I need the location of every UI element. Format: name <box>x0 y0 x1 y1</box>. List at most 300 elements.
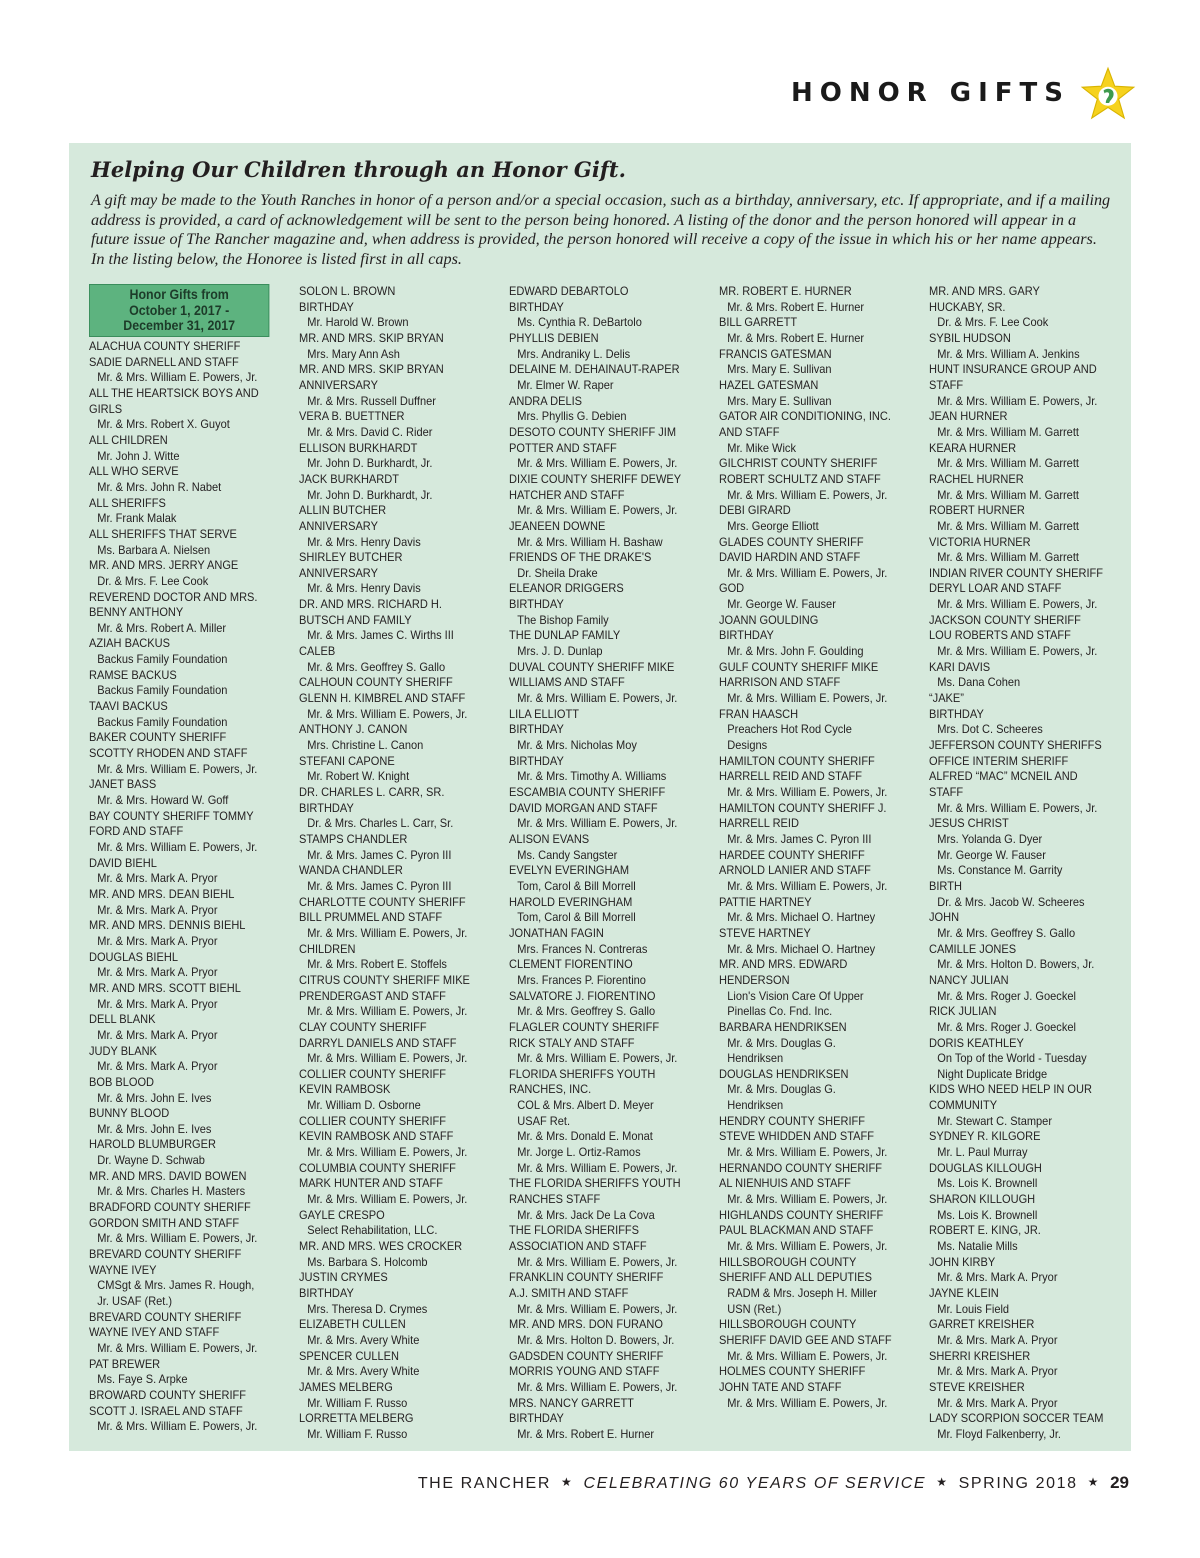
honoree-name: DELAINE M. DEHAINAUT-RAPER <box>509 362 680 377</box>
donor-name: Ms. Natalie Mills <box>937 1239 1018 1254</box>
donor-name: Mrs. Frances P. Fiorentino <box>517 972 646 987</box>
donor-name: Mr. & Mrs. William E. Powers, Jr. <box>937 644 1098 659</box>
honoree-name: A.J. SMITH AND STAFF <box>509 1286 629 1300</box>
honoree-name: DOUGLAS BIEHL <box>89 949 178 964</box>
honoree-name: BREVARD COUNTY SHERIFF <box>89 1247 242 1262</box>
listing-column-1 <box>89 284 273 1435</box>
honoree-name: ANNIVERSARY <box>299 565 378 580</box>
honoree-name: COLLIER COUNTY SHERIFF <box>299 1113 447 1128</box>
donor-name: Mr. & Mrs. Geoffrey S. Gallo <box>307 659 446 674</box>
honoree-name: SYDNEY R. KILGORE <box>929 1129 1041 1144</box>
donor-name: Tom, Carol & Bill Morrell <box>517 878 636 893</box>
honoree-name: GLENN H. KIMBREL AND STAFF <box>299 691 466 706</box>
honoree-name: BIRTHDAY <box>299 1286 354 1300</box>
honoree-name: SHARON KILLOUGH <box>929 1192 1036 1207</box>
honoree-name: COMMUNITY <box>929 1098 998 1113</box>
honoree-name: BILL PRUMMEL AND STAFF <box>299 910 443 925</box>
honoree-name: HIGHLANDS COUNTY SHERIFF <box>719 1207 884 1222</box>
donor-name: Mrs. Frances N. Contreras <box>517 941 648 956</box>
honoree-name: DAVID MORGAN AND STAFF <box>509 800 658 815</box>
honoree-name: SALVATORE J. FIORENTINO <box>509 988 656 1003</box>
honoree-name: MRS. NANCY GARRETT <box>509 1395 634 1410</box>
honoree-name: ALL SHERIFFS THAT SERVE <box>89 526 237 541</box>
honoree-name: WAYNE IVEY <box>89 1262 157 1277</box>
honoree-name: FLAGLER COUNTY SHERIFF <box>509 1019 660 1034</box>
honoree-name: ANTHONY J. CANON <box>299 722 408 737</box>
honoree-name: HERNANDO COUNTY SHERIFF <box>719 1160 882 1175</box>
star-separator-icon: ★ <box>936 1475 949 1489</box>
honoree-name: MR. AND MRS. DAVID BOWEN <box>89 1168 247 1183</box>
honoree-name: ALL WHO SERVE <box>89 464 179 479</box>
honoree-name: ROBERT HURNER <box>929 503 1025 518</box>
donor-name: Mr. & Mrs. James C. Pyron III <box>307 878 452 893</box>
donor-name: Mr. & Mrs. Robert E. Stoffels <box>307 957 447 972</box>
honoree-name: BIRTHDAY <box>299 299 354 314</box>
honoree-name: KEVIN RAMBOSK <box>299 1082 391 1097</box>
intro-heading: Helping Our Children through an Honor Gift. <box>91 157 626 182</box>
honoree-name: AL NIENHUIS AND STAFF <box>719 1176 851 1191</box>
honoree-name: STEFANI CAPONE <box>299 753 395 768</box>
honoree-name: RANCHES, INC. <box>509 1082 592 1097</box>
donor-name: Ms. Barbara A. Nielsen <box>97 542 211 557</box>
honoree-name: COLUMBIA COUNTY SHERIFF <box>299 1160 456 1175</box>
donor-name: Mrs. Christine L. Canon <box>307 738 424 753</box>
honoree-name: SHIRLEY BUTCHER <box>299 550 403 565</box>
donor-name: USAF Ret. <box>517 1113 571 1128</box>
donor-name: Mr. Frank Malak <box>97 511 177 526</box>
donor-name: Pinellas Co. Fnd. Inc. <box>727 1004 833 1019</box>
honoree-name: AZIAH BACKUS <box>89 636 170 651</box>
donor-name: Hendriksen <box>727 1098 784 1113</box>
honoree-name: RICK JULIAN <box>929 1004 997 1019</box>
donor-name: Mr. John J. Witte <box>97 448 180 463</box>
donor-name: Mr. & Mrs. James C. Wirths III <box>307 628 454 643</box>
donor-name: Mr. & Mrs. Michael O. Hartney <box>727 941 876 956</box>
honoree-name: RICK STALY AND STAFF <box>509 1035 635 1050</box>
honoree-name: ELEANOR DRIGGERS <box>509 581 624 596</box>
honoree-name: GARRET KREISHER <box>929 1317 1035 1332</box>
donor-name: Mr. & Mrs. William E. Powers, Jr. <box>727 487 888 502</box>
donor-name: Mr. & Mrs. William E. Powers, Jr. <box>517 456 678 471</box>
donor-name: Mr. & Mrs. William H. Bashaw <box>517 534 663 549</box>
donor-name: Mr. & Mrs. William E. Powers, Jr. <box>517 1160 678 1175</box>
honoree-name: SCOTTY RHODEN AND STAFF <box>89 746 248 761</box>
donor-name: Mrs. Phyllis G. Debien <box>517 409 627 424</box>
honoree-name: EDWARD DEBARTOLO <box>509 284 629 298</box>
donor-name: The Bishop Family <box>517 612 609 627</box>
intro-text: A gift may be made to the Youth Ranches in honor of a person and/or a special occasion, such as a birthday, anniversary, etc. If appropriate, and if a mailing address is provided, a card of acknowledgement will be sent to the person being honored. A listing of the donor and the person honored will appear in a future issue of The Rancher magazine and, when address is provided, the person honored will receive a copy of the issue in which his or her name appears. In the listing below, the Honoree is listed first in all caps. <box>91 191 1111 268</box>
donor-name: Mr. & Mrs. Henry Davis <box>307 534 421 549</box>
donor-name: Mrs. George Elliott <box>727 518 819 533</box>
donor-name: On Top of the World - Tuesday <box>937 1051 1087 1066</box>
page-footer <box>418 1473 1129 1493</box>
donor-name: Mr. & Mrs. Mark A. Pryor <box>937 1364 1058 1379</box>
honoree-name: FRIENDS OF THE DRAKE'S <box>509 550 652 565</box>
honoree-name: BIRTHDAY <box>299 800 354 815</box>
honoree-name: ARNOLD LANIER AND STAFF <box>719 863 871 878</box>
honoree-name: JEAN HURNER <box>929 409 1008 424</box>
date-range-box <box>89 284 269 337</box>
honoree-name: HAZEL GATESMAN <box>719 377 819 392</box>
date-box-line: October 1, 2017 - <box>129 302 230 318</box>
honoree-name: BREVARD COUNTY SHERIFF <box>89 1309 242 1324</box>
donor-name: Mr. Stewart C. Stamper <box>937 1113 1053 1128</box>
honoree-name: MR. ROBERT E. HURNER <box>719 284 852 298</box>
honoree-name: JESUS CHRIST <box>929 816 1009 831</box>
donor-name: Ms. Cynthia R. DeBartolo <box>517 315 642 330</box>
honoree-name: RANCHES STAFF <box>509 1192 601 1207</box>
donor-name: Mr. George W. Fauser <box>937 847 1046 862</box>
honoree-name: BOB BLOOD <box>89 1074 155 1089</box>
honoree-name: CLEMENT FIORENTINO <box>509 957 633 972</box>
honoree-name: DAVID BIEHL <box>89 855 157 870</box>
honoree-name: FORD AND STAFF <box>89 824 184 839</box>
donor-name: Mr. & Mrs. Timothy A. Williams <box>517 769 667 784</box>
donor-name: Mr. Louis Field <box>937 1301 1010 1316</box>
donor-name: Mr. Robert W. Knight <box>307 769 410 784</box>
honoree-name: BENNY ANTHONY <box>89 605 184 620</box>
honoree-name: HARRELL REID <box>719 816 799 831</box>
honoree-name: JANET BASS <box>89 777 157 792</box>
honoree-name: ALL THE HEARTSICK BOYS AND <box>89 385 259 400</box>
donor-name: Mr. & Mrs. Mark A. Pryor <box>97 1027 218 1042</box>
honoree-name: RAMSE BACKUS <box>89 667 177 682</box>
honoree-name: ANNIVERSARY <box>299 518 378 533</box>
donor-name: Mr. John D. Burkhardt, Jr. <box>307 487 433 502</box>
honoree-name: DELL BLANK <box>89 1012 156 1027</box>
honoree-name: ESCAMBIA COUNTY SHERIFF <box>509 785 666 799</box>
donor-name: Mr. & Mrs. William E. Powers, Jr. <box>727 691 888 706</box>
donor-name: Mr. & Mrs. Donald E. Monat <box>517 1129 653 1144</box>
donor-name: Mr. & Mrs. John E. Ives <box>97 1121 212 1136</box>
honoree-name: HUNT INSURANCE GROUP AND <box>929 362 1097 377</box>
honoree-name: GAYLE CRESPO <box>299 1207 385 1222</box>
honoree-name: BAY COUNTY SHERIFF TOMMY <box>89 808 254 823</box>
honoree-name: HAROLD EVERINGHAM <box>509 894 633 909</box>
honoree-name: “JAKE” <box>929 691 964 706</box>
donor-name: Jr. USAF (Ret.) <box>97 1294 173 1309</box>
honoree-name: DR. CHARLES L. CARR, SR. <box>299 785 445 799</box>
honoree-name: BIRTHDAY <box>509 597 564 612</box>
honoree-name: STAMPS CHANDLER <box>299 831 408 846</box>
donor-name: Ms. Lois K. Brownell <box>937 1176 1038 1191</box>
honoree-name: BAKER COUNTY SHERIFF <box>89 730 227 745</box>
honoree-name: MORRIS YOUNG AND STAFF <box>509 1364 660 1379</box>
honoree-name: MR. AND MRS. EDWARD <box>719 957 848 972</box>
donor-name: Mr. & Mrs. Douglas G. <box>727 1035 836 1050</box>
honoree-name: STEVE HARTNEY <box>719 925 811 940</box>
donor-name: Mr. & Mrs. David C. Rider <box>307 424 433 439</box>
donor-name: Mr. & Mrs. William E. Powers, Jr. <box>727 785 888 799</box>
donor-name: Dr. & Mrs. F. Lee Cook <box>937 315 1049 330</box>
donor-name: Mr. & Mrs. Michael O. Hartney <box>727 910 876 925</box>
donor-name: Dr. Sheila Drake <box>517 565 598 580</box>
donor-name: Mr. & Mrs. William M. Garrett <box>937 424 1079 439</box>
honoree-name: DORIS KEATHLEY <box>929 1035 1024 1050</box>
honoree-name: COLLIER COUNTY SHERIFF <box>299 1066 447 1081</box>
honoree-name: VICTORIA HURNER <box>929 534 1031 549</box>
honoree-name: ASSOCIATION AND STAFF <box>509 1239 647 1254</box>
honoree-name: KEARA HURNER <box>929 440 1017 455</box>
honoree-name: BRADFORD COUNTY SHERIFF <box>89 1200 251 1215</box>
donor-name: Mr. & Mrs. John E. Ives <box>97 1090 212 1105</box>
donor-name: Mr. & Mrs. Geoffrey S. Gallo <box>517 1004 656 1019</box>
honoree-name: SADIE DARNELL AND STAFF <box>89 354 239 369</box>
honoree-name: ANNIVERSARY <box>299 377 378 392</box>
honoree-name: DR. AND MRS. RICHARD H. <box>299 597 442 612</box>
donor-name: Mr. & Mrs. William E. Powers, Jr. <box>97 1341 258 1355</box>
honoree-name: GILCHRIST COUNTY SHERIFF <box>719 456 878 471</box>
honoree-name: CITRUS COUNTY SHERIFF MIKE <box>299 972 470 987</box>
honoree-name: ANDRA DELIS <box>509 393 583 408</box>
donor-name: USN (Ret.) <box>727 1301 782 1316</box>
honoree-name: JEANEEN DOWNE <box>509 518 606 533</box>
honoree-name: PAUL BLACKMAN AND STAFF <box>719 1223 874 1238</box>
honoree-name: BIRTHDAY <box>509 1411 564 1426</box>
honoree-name: FRAN HAASCH <box>719 706 799 721</box>
donor-name: Mr. & Mrs. William E. Powers, Jr. <box>307 1192 468 1207</box>
donor-name: Mr. & Mrs. Mark A. Pryor <box>937 1332 1058 1347</box>
honoree-name: POTTER AND STAFF <box>509 440 617 455</box>
honoree-name: GOD <box>719 581 745 596</box>
donor-name: Mr. & Mrs. William E. Powers, Jr. <box>97 840 258 854</box>
honoree-name: OFFICE INTERIM SHERIFF <box>929 753 1069 768</box>
donor-name: Mr. & Mrs. William M. Garrett <box>937 456 1079 471</box>
donor-name: Dr. & Mrs. Jacob W. Scheeres <box>937 894 1085 909</box>
donor-name: Mr. & Mrs. John F. Goulding <box>727 644 864 659</box>
honoree-name: SHERIFF AND ALL DEPUTIES <box>719 1270 872 1285</box>
donor-name: Mr. & Mrs. James C. Pyron III <box>307 847 452 862</box>
donor-name: Mr. & Mrs. Howard W. Goff <box>97 793 229 808</box>
donor-name: Mrs. Mary Ann Ash <box>307 346 400 361</box>
donor-name: Ms. Lois K. Brownell <box>937 1207 1038 1222</box>
honoree-name: MR. AND MRS. DENNIS BIEHL <box>89 918 246 933</box>
donor-name: Mr. & Mrs. Russell Duffner <box>307 393 436 408</box>
honoree-name: DOUGLAS KILLOUGH <box>929 1160 1042 1175</box>
honoree-name: BIRTHDAY <box>509 299 564 314</box>
donor-name: Mr. & Mrs. William E. Powers, Jr. <box>307 1051 468 1066</box>
donor-name: Mr. & Mrs. William E. Powers, Jr. <box>727 1348 888 1363</box>
donor-name: COL & Mrs. Albert D. Meyer <box>517 1098 654 1113</box>
donor-name: Mr. & Mrs. Mark A. Pryor <box>937 1270 1058 1285</box>
honoree-name: STAFF <box>929 377 964 392</box>
date-box-line: December 31, 2017 <box>123 318 236 334</box>
donor-name: Mr. George W. Fauser <box>727 597 836 612</box>
honoree-name: JOANN GOULDING <box>719 612 819 627</box>
honoree-name: DUVAL COUNTY SHERIFF MIKE <box>509 659 675 674</box>
honoree-name: ALFRED “MAC” MCNEIL AND <box>929 769 1078 784</box>
donor-name: Mr. & Mrs. William E. Powers, Jr. <box>517 1301 678 1316</box>
donor-name: Mr. Mike Wick <box>727 440 796 455</box>
listing-column-5 <box>929 284 1113 1443</box>
donor-name: Mrs. Theresa D. Crymes <box>307 1301 428 1316</box>
honoree-name: BROWARD COUNTY SHERIFF <box>89 1387 247 1402</box>
issue-label: SPRING 2018 <box>958 1475 1078 1492</box>
honoree-name: DEBI GIRARD <box>719 503 791 518</box>
honoree-name: BUNNY BLOOD <box>89 1106 170 1121</box>
donor-name: Mr. & Mrs. Robert E. Hurner <box>727 299 865 314</box>
donor-name: Mr. & Mrs. William E. Powers, Jr. <box>307 1004 468 1019</box>
honoree-name: HAMILTON COUNTY SHERIFF J. <box>719 800 887 815</box>
honoree-name: INDIAN RIVER COUNTY SHERIFF <box>929 565 1104 580</box>
honoree-name: HENDRY COUNTY SHERIFF <box>719 1113 866 1128</box>
donor-name: Dr. & Mrs. Charles L. Carr, Sr. <box>307 816 454 831</box>
honoree-name: MR. AND MRS. SKIP BRYAN <box>299 330 444 345</box>
honoree-name: DARRYL DANIELS AND STAFF <box>299 1035 457 1050</box>
donor-name: Mrs. J. D. Dunlap <box>517 644 603 659</box>
honoree-name: GATOR AIR CONDITIONING, INC. <box>719 409 891 424</box>
honoree-name: PHYLLIS DEBIEN <box>509 330 599 345</box>
honoree-name: FRANKLIN COUNTY SHERIFF <box>509 1270 664 1285</box>
honoree-name: TAAVI BACKUS <box>89 699 168 714</box>
honoree-name: PATTIE HARTNEY <box>719 894 812 909</box>
honoree-name: WANDA CHANDLER <box>299 863 403 878</box>
honoree-name: THE DUNLAP FAMILY <box>509 628 621 643</box>
honoree-name: SHERRI KREISHER <box>929 1348 1031 1363</box>
honoree-name: ROBERT E. KING, JR. <box>929 1223 1041 1238</box>
donor-name: Mr. & Mrs. Holton D. Bowers, Jr. <box>937 957 1095 972</box>
honoree-name: ALL CHILDREN <box>89 432 168 447</box>
page-number: 29 <box>1110 1473 1129 1492</box>
honoree-name: JOHN KIRBY <box>929 1254 996 1269</box>
honoree-name: ALLIN BUTCHER <box>299 503 387 518</box>
honoree-name: AND STAFF <box>719 424 780 439</box>
honoree-name: GLADES COUNTY SHERIFF <box>719 534 864 549</box>
honoree-name: RACHEL HURNER <box>929 471 1024 486</box>
donor-name: Mr. & Mrs. Robert A. Miller <box>97 620 227 635</box>
donor-name: Mr. & Mrs. William E. Powers, Jr. <box>727 1145 888 1160</box>
donor-name: Mr. & Mrs. William A. Jenkins <box>937 346 1080 361</box>
donor-name: Mr. Floyd Falkenberry, Jr. <box>937 1426 1062 1441</box>
honoree-name: ALL SHERIFFS <box>89 495 166 510</box>
honoree-name: JAMES MELBERG <box>299 1379 393 1394</box>
donor-name: Mr. & Mrs. William E. Powers, Jr. <box>517 816 678 831</box>
honoree-name: WILLIAMS AND STAFF <box>509 675 625 690</box>
donor-name: Mr. & Mrs. Nicholas Moy <box>517 738 637 753</box>
donor-name: Mr. & Mrs. Jack De La Cova <box>517 1207 655 1222</box>
donor-name: Mr. & Mrs. William E. Powers, Jr. <box>517 1254 678 1269</box>
honoree-name: CHILDREN <box>299 941 356 956</box>
honoree-name: BIRTH <box>929 878 962 893</box>
honoree-name: FLORIDA SHERIFFS YOUTH <box>509 1066 656 1081</box>
donor-name: Ms. Candy Sangster <box>517 847 618 862</box>
donor-name: Mr. & Mrs. Douglas G. <box>727 1082 836 1097</box>
donor-name: Tom, Carol & Bill Morrell <box>517 910 636 925</box>
honoree-name: MR. AND MRS. DON FURANO <box>509 1317 663 1332</box>
star-separator-icon: ★ <box>1087 1475 1101 1489</box>
honoree-name: LOU ROBERTS AND STAFF <box>929 628 1071 643</box>
honoree-name: HOLMES COUNTY SHERIFF <box>719 1364 866 1379</box>
donor-name: Mr. William F. Russo <box>307 1395 408 1410</box>
donor-name: Mr. & Mrs. Avery White <box>307 1364 420 1379</box>
donor-name: Mr. & Mrs. William E. Powers, Jr. <box>307 1145 468 1160</box>
donor-name: Mr. & Mrs. Holton D. Bowers, Jr. <box>517 1332 675 1347</box>
honoree-name: BILL GARRETT <box>719 315 798 330</box>
donor-name: Mr. John D. Burkhardt, Jr. <box>307 456 433 471</box>
honoree-name: PAT BREWER <box>89 1356 161 1371</box>
donor-name: RADM & Mrs. Joseph H. Miller <box>727 1286 877 1300</box>
honoree-name: JACK BURKHARDT <box>299 471 399 486</box>
honoree-name: LILA ELLIOTT <box>509 706 579 721</box>
donor-name: Mr. & Mrs. Mark A. Pryor <box>97 902 218 917</box>
honoree-name: STAFF <box>929 785 964 799</box>
honoree-name: SHERIFF DAVID GEE AND STAFF <box>719 1332 892 1347</box>
honoree-name: VERA B. BUETTNER <box>299 409 405 424</box>
honoree-name: KEVIN RAMBOSK AND STAFF <box>299 1129 454 1144</box>
honoree-name: DIXIE COUNTY SHERIFF DEWEY <box>509 471 682 486</box>
magazine-tagline: CELEBRATING 60 YEARS OF SERVICE <box>583 1475 927 1492</box>
donor-name: Mr. & Mrs. William E. Powers, Jr. <box>517 503 678 518</box>
donor-name: Mr. & Mrs. Henry Davis <box>307 581 421 596</box>
honoree-name: SPENCER CULLEN <box>299 1348 400 1363</box>
donor-name: Mr. L. Paul Murray <box>937 1145 1028 1160</box>
magazine-name: THE RANCHER <box>417 1475 551 1492</box>
honoree-name: KARI DAVIS <box>929 659 991 674</box>
honoree-name: STEVE WHIDDEN AND STAFF <box>719 1129 874 1144</box>
donor-name: Mr. & Mrs. William E. Powers, Jr. <box>517 1379 678 1394</box>
honoree-name: SCOTT J. ISRAEL AND STAFF <box>89 1403 243 1418</box>
donor-name: Mr. & Mrs. William E. Powers, Jr. <box>307 706 468 721</box>
honoree-name: JUDY BLANK <box>89 1043 157 1058</box>
donor-name: Ms. Constance M. Garrity <box>937 863 1063 878</box>
honoree-name: MARK HUNTER AND STAFF <box>299 1176 443 1191</box>
honoree-name: GULF COUNTY SHERIFF MIKE <box>719 659 879 674</box>
donor-name: Mr. & Mrs. William E. Powers, Jr. <box>727 565 888 580</box>
donor-name: Mr. & Mrs. Roger J. Goeckel <box>937 988 1076 1003</box>
donor-name: Mr. & Mrs. Robert X. Guyot <box>97 417 230 432</box>
honoree-name: MR. AND MRS. JERRY ANGE <box>89 558 239 573</box>
honoree-name: HENDERSON <box>719 972 790 987</box>
honoree-name: JONATHAN FAGIN <box>509 925 604 940</box>
honoree-name: KIDS WHO NEED HELP IN OUR <box>929 1082 1092 1097</box>
honoree-name: LADY SCORPION SOCCER TEAM <box>929 1411 1104 1426</box>
donor-name: Mr. & Mrs. William E. Powers, Jr. <box>97 1231 258 1246</box>
honoree-name: BARBARA HENDRIKSEN <box>719 1019 847 1034</box>
donor-name: Mr. & Mrs. William E. Powers, Jr. <box>937 597 1098 612</box>
donor-name: Mr. & Mrs. Mark A. Pryor <box>97 965 218 980</box>
honoree-name: MR. AND MRS. SKIP BRYAN <box>299 362 444 377</box>
listing-column-4 <box>719 284 903 1411</box>
honoree-name: NANCY JULIAN <box>929 972 1009 987</box>
donor-name: Mr. & Mrs. William E. Powers, Jr. <box>97 370 258 385</box>
donor-name: Mr. & Mrs. William E. Powers, Jr. <box>517 691 678 706</box>
date-box-line: Honor Gifts from <box>129 287 229 303</box>
donor-name: Ms. Barbara S. Holcomb <box>307 1254 428 1269</box>
donor-name: Mr. & Mrs. Robert E. Hurner <box>727 330 865 345</box>
honoree-name: CALEB <box>299 644 336 659</box>
donor-name: Mr. Harold W. Brown <box>307 315 409 330</box>
honoree-name: JOHN <box>929 910 960 925</box>
donor-name: Mr. William D. Osborne <box>307 1098 421 1113</box>
star-badge-icon <box>1080 66 1136 122</box>
honoree-name: REVEREND DOCTOR AND MRS. <box>89 589 258 604</box>
honoree-name: JAYNE KLEIN <box>929 1286 999 1300</box>
honoree-name: MR. AND MRS. GARY <box>929 284 1040 298</box>
donor-name: Mr. & Mrs. William M. Garrett <box>937 487 1079 502</box>
donor-name: Mr. & Mrs. William E. Powers, Jr. <box>937 800 1098 815</box>
honoree-name: ELIZABETH CULLEN <box>299 1317 406 1332</box>
honoree-name: FRANCIS GATESMAN <box>719 346 832 361</box>
donor-name: Mr. & Mrs. William E. Powers, Jr. <box>937 393 1098 408</box>
honoree-name: ALISON EVANS <box>509 831 590 846</box>
donor-name: Mr. & Mrs. Mark A. Pryor <box>97 933 218 948</box>
honoree-name: BIRTHDAY <box>929 706 984 721</box>
honor-gifts-panel <box>69 143 1131 1451</box>
donor-name: Mrs. Mary E. Sullivan <box>727 362 832 377</box>
honoree-name: CLAY COUNTY SHERIFF <box>299 1019 427 1034</box>
honoree-name: THE FLORIDA SHERIFFS <box>509 1223 640 1238</box>
honoree-name: EVELYN EVERINGHAM <box>509 863 630 878</box>
